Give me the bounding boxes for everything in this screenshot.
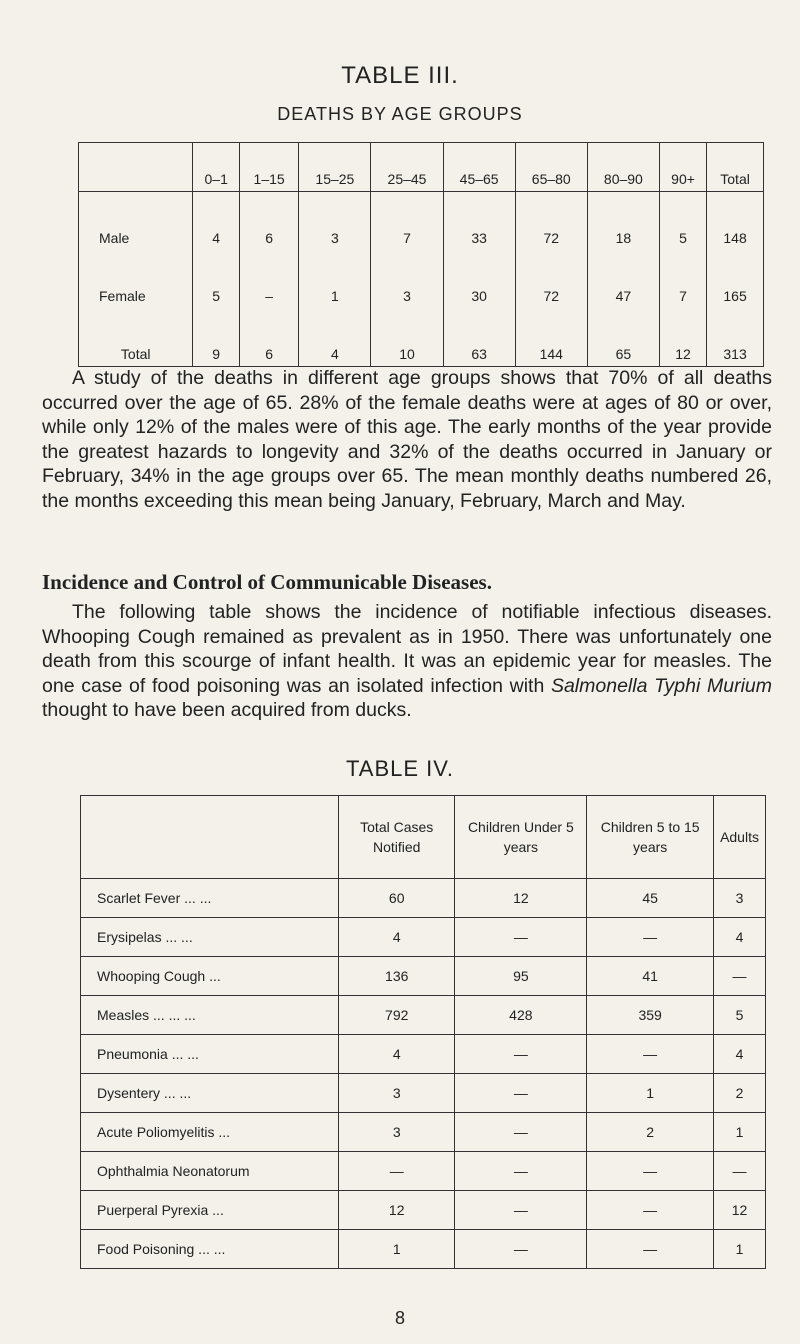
disease-label: Acute Poliomyelitis — [97, 1124, 215, 1140]
table-cell: 12 — [659, 308, 706, 367]
table-cell: 2 — [587, 1113, 714, 1152]
table-cell: 9 — [193, 308, 240, 367]
table-cell: — — [714, 957, 766, 996]
table-cell: 3 — [339, 1074, 455, 1113]
table-row — [81, 1113, 766, 1152]
table-iii-title: TABLE III. — [341, 62, 459, 89]
table-row — [81, 957, 766, 996]
paragraph-text-part: The following table shows the incidence of notifiable infectious diseases. Whooping Cough remained as prevalent as in 1950. There was unfortunately one death from this scourge of infant health. It was an epidemic year for measles. The one case of food poisoning was an isolated infection with — [42, 601, 772, 697]
table-cell: 3 — [339, 1113, 455, 1152]
row-label: Male — [99, 230, 130, 246]
disease-name — [81, 879, 339, 918]
table-cell: 4 — [299, 308, 371, 367]
table-cell: 45 — [587, 879, 714, 918]
header-cell: Children 5 to 15 years — [587, 796, 714, 879]
leader-dots: ... ... — [163, 1085, 192, 1101]
table-cell: 4 — [714, 918, 766, 957]
disease-name — [81, 1074, 339, 1113]
table-cell: 4 — [339, 1035, 455, 1074]
disease-label: Measles — [97, 1007, 150, 1023]
deaths-by-age-table — [78, 142, 764, 367]
table-row — [81, 1191, 766, 1230]
table-cell: — — [339, 1152, 455, 1191]
table-cell: 148 — [707, 192, 764, 251]
table-cell: 1 — [714, 1113, 766, 1152]
header-cell: 90+ — [659, 143, 706, 192]
table-cell: 33 — [443, 192, 515, 251]
table-cell: 12 — [714, 1191, 766, 1230]
disease-name — [81, 1152, 339, 1191]
table-cell: — — [455, 1191, 587, 1230]
table-row — [79, 192, 764, 251]
table-row — [81, 1230, 766, 1269]
table-cell: — — [587, 1230, 714, 1269]
leader-dots: ... ... — [184, 890, 212, 906]
header-cell — [81, 796, 339, 879]
table-cell: — — [587, 1152, 714, 1191]
table-cell: 12 — [339, 1191, 455, 1230]
disease-label: Scarlet Fever — [97, 890, 181, 906]
table-cell: 65 — [587, 308, 659, 367]
disease-name — [81, 1230, 339, 1269]
table-cell: — — [455, 1035, 587, 1074]
disease-label: Pneumonia — [97, 1046, 168, 1062]
paragraph-text — [42, 600, 772, 723]
row-label: Female — [99, 288, 146, 304]
disease-label: Puerperal Pyrexia — [97, 1202, 209, 1218]
table-cell: 165 — [707, 250, 764, 308]
leader-dots: ... ... — [165, 929, 193, 945]
disease-label: Food Poisoning ... — [97, 1241, 210, 1257]
table-cell: 47 — [587, 250, 659, 308]
leader-dots: ... ... ... — [153, 1007, 196, 1023]
table-row — [79, 250, 764, 308]
table-cell: 136 — [339, 957, 455, 996]
table-cell: 359 — [587, 996, 714, 1035]
header-cell: 65–80 — [515, 143, 587, 192]
table-cell: 2 — [714, 1074, 766, 1113]
table-cell: 10 — [371, 308, 443, 367]
table-cell: 5 — [714, 996, 766, 1035]
table-cell: 18 — [587, 192, 659, 251]
leader-dots: ... — [218, 1124, 231, 1140]
table-row — [81, 918, 766, 957]
paragraph-text: A study of the deaths in different age groups shows that 70% of all deaths occurred over the age of 65. 28% of the female deaths were at ages of 80 or over, while only 12% of the males were of this age. The early months of the year provide the greatest hazards to longevity and 32% of the deaths occurred in January or February, 34% in the age groups over 65. The mean monthly deaths numbered 26, the months exceeding this mean being January, February, March and May. — [42, 367, 772, 512]
header-cell: 25–45 — [371, 143, 443, 192]
communicable-diseases-paragraph — [42, 600, 772, 723]
table-cell: 144 — [515, 308, 587, 367]
header-cell: 1–15 — [239, 143, 298, 192]
table-row — [81, 1152, 766, 1191]
table-cell: 3 — [299, 192, 371, 251]
table-cell: 7 — [371, 192, 443, 251]
table-cell: 7 — [659, 250, 706, 308]
disease-label: Whooping Cough — [97, 968, 206, 984]
table-cell: 792 — [339, 996, 455, 1035]
table-cell: 1 — [714, 1230, 766, 1269]
age-groups-paragraph — [42, 366, 772, 513]
table-iv-title: TABLE IV. — [345, 756, 455, 781]
disease-label: Erysipelas — [97, 929, 162, 945]
table-cell: 3 — [371, 250, 443, 308]
disease-name — [81, 1035, 339, 1074]
table-cell: 95 — [455, 957, 587, 996]
table-cell: 1 — [299, 250, 371, 308]
table-cell: 72 — [515, 192, 587, 251]
table-cell: — — [587, 1191, 714, 1230]
leader-dots: ... ... — [171, 1046, 199, 1062]
header-cell: Total — [707, 143, 764, 192]
table-row — [81, 1074, 766, 1113]
leader-dots: ... — [212, 1202, 224, 1218]
table-cell: – — [239, 250, 298, 308]
table-cell: 4 — [714, 1035, 766, 1074]
table-cell: 72 — [515, 250, 587, 308]
table-cell: 428 — [455, 996, 587, 1035]
header-cell: Adults — [714, 796, 766, 879]
disease-name — [81, 957, 339, 996]
table-row — [81, 1035, 766, 1074]
table-cell: 6 — [239, 192, 298, 251]
disease-name — [81, 918, 339, 957]
leader-dots: ... — [213, 1241, 226, 1257]
table-cell: — — [455, 1074, 587, 1113]
leader-dots: ... — [209, 968, 221, 984]
disease-name — [81, 996, 339, 1035]
table-cell: — — [455, 1230, 587, 1269]
header-cell: Children Under 5 years — [455, 796, 587, 879]
organism-name: Salmonella Typhi Murium — [550, 674, 772, 697]
infectious-diseases-table — [80, 795, 766, 1269]
table-cell: 1 — [587, 1074, 714, 1113]
row-label: Total — [79, 308, 193, 367]
disease-name — [81, 1191, 339, 1230]
table-row — [81, 996, 766, 1035]
table-cell: 63 — [443, 308, 515, 367]
table-row — [81, 879, 766, 918]
section-heading: Incidence and Control of Communicable Diseases. — [42, 570, 492, 594]
table-cell: — — [455, 1113, 587, 1152]
header-cell: Total Cases Notified — [339, 796, 455, 879]
disease-name — [81, 1113, 339, 1152]
header-cell: 15–25 — [299, 143, 371, 192]
table-cell: 6 — [239, 308, 298, 367]
table-iii-subtitle: DEATHS BY AGE GROUPS — [277, 104, 523, 124]
table-cell: 313 — [707, 308, 764, 367]
table-cell: 41 — [587, 957, 714, 996]
table-cell: 5 — [193, 250, 240, 308]
table-cell: — — [714, 1152, 766, 1191]
table-cell: 12 — [455, 879, 587, 918]
table-cell: 4 — [193, 192, 240, 251]
header-cell: 45–65 — [443, 143, 515, 192]
table-cell: — — [455, 918, 587, 957]
table-cell: 60 — [339, 879, 455, 918]
table-cell: 30 — [443, 250, 515, 308]
header-cell: 80–90 — [587, 143, 659, 192]
table-cell: 3 — [714, 879, 766, 918]
disease-label: Ophthalmia Neonatorum — [97, 1163, 250, 1179]
table-cell: — — [587, 918, 714, 957]
table-cell: — — [587, 1035, 714, 1074]
header-cell: 0–1 — [193, 143, 240, 192]
table-header-row — [79, 143, 764, 192]
table-cell: 5 — [659, 192, 706, 251]
header-cell — [79, 143, 193, 192]
table-header-row — [81, 796, 766, 879]
table-cell: 4 — [339, 918, 455, 957]
table-cell: — — [455, 1152, 587, 1191]
table-cell: 1 — [339, 1230, 455, 1269]
page-number: 8 — [394, 1308, 405, 1328]
table-row — [79, 308, 764, 367]
disease-label: Dysentery — [97, 1085, 161, 1101]
paragraph-text-part: thought to have been acquired from ducks. — [42, 699, 412, 721]
